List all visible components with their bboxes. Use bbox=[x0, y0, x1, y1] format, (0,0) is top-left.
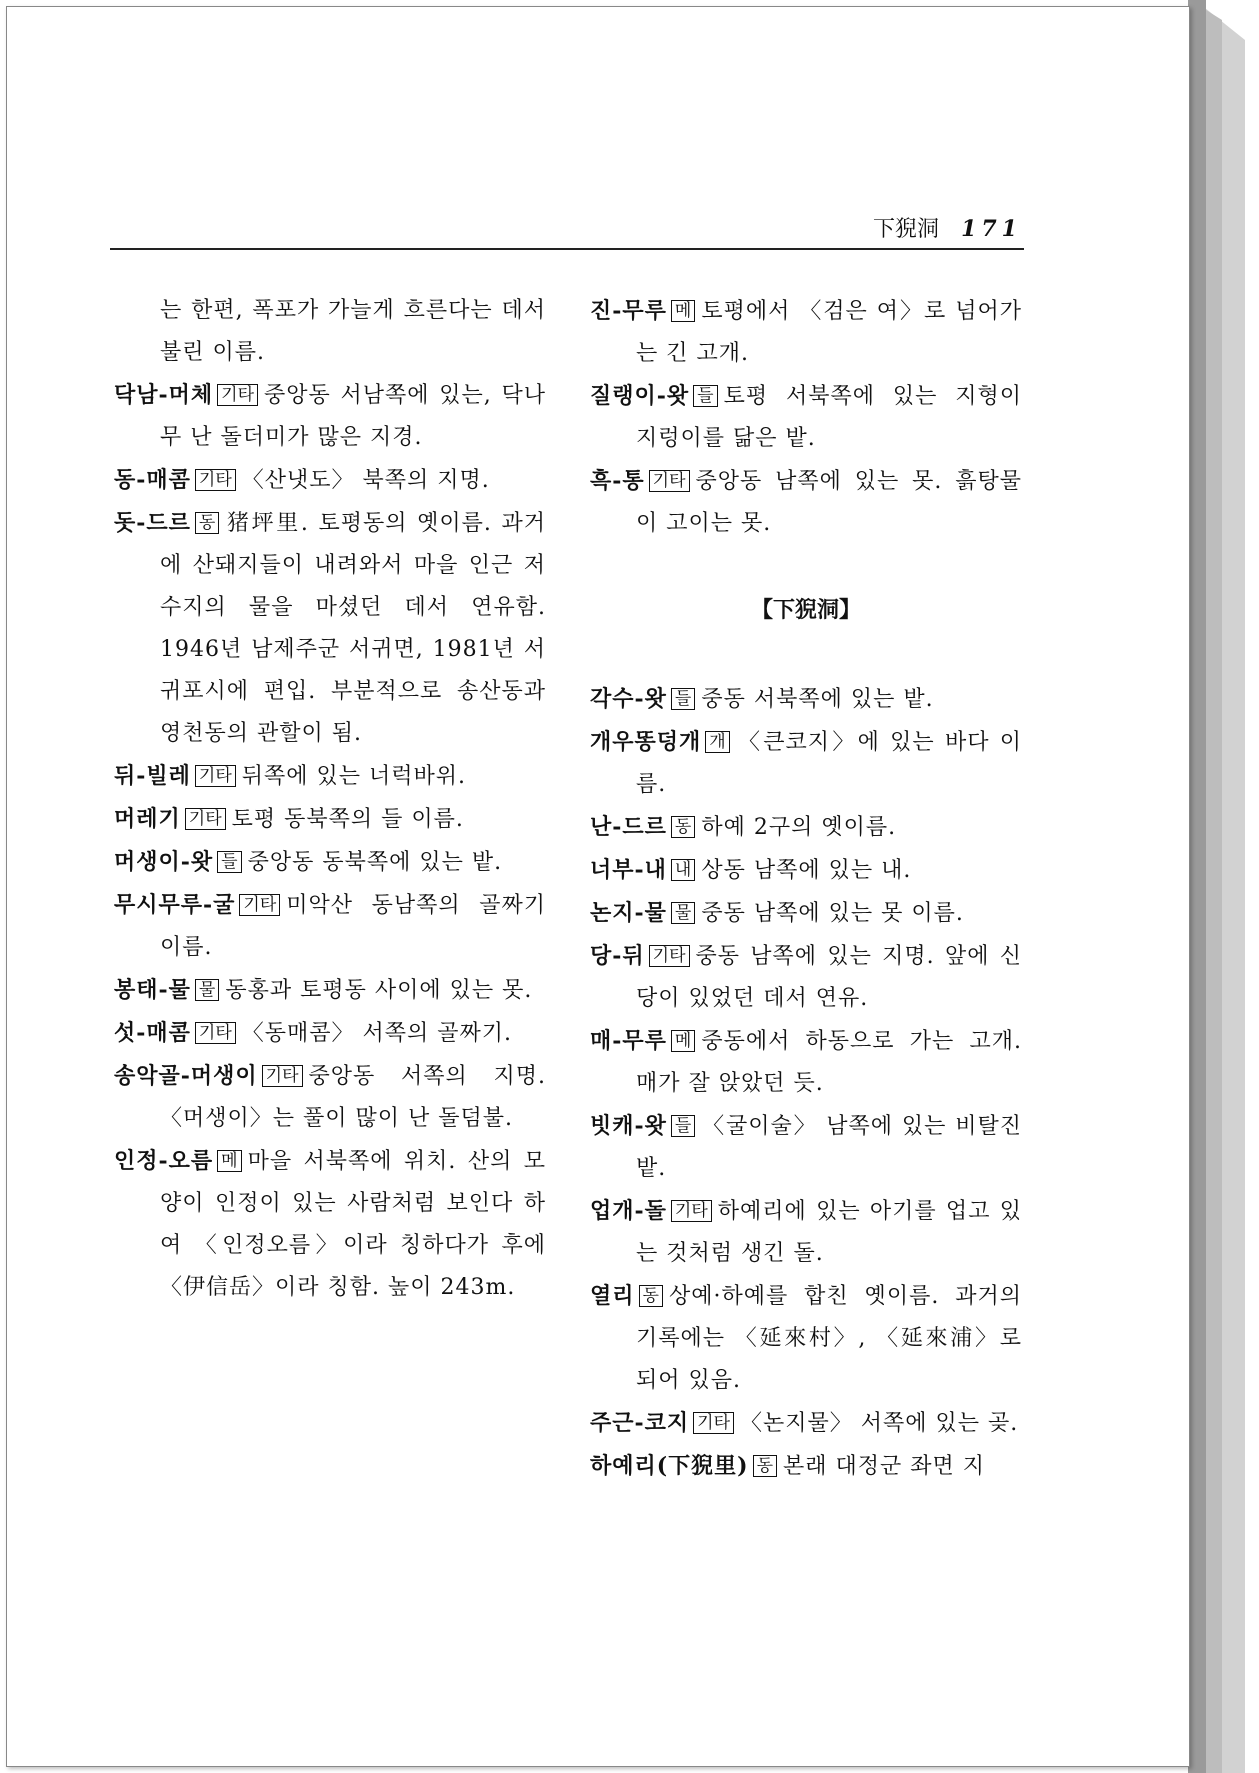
category-tag: 기타 bbox=[195, 765, 236, 787]
header-rule bbox=[110, 248, 1024, 250]
entry: 뒤-빌레 기타 뒤쪽에 있는 너럭바위. bbox=[114, 763, 466, 789]
entry: 주근-코지 기타 〈논지물〉 서쪽에 있는 곶. bbox=[590, 1410, 1019, 1436]
entry: 논지-물 물 중동 남쪽에 있는 못 이름. bbox=[590, 900, 964, 926]
entry: 동-매콤 기타 〈산냇도〉 북쪽의 지명. bbox=[114, 467, 490, 493]
entry: 머생이-왓 들 중앙동 동북쪽에 있는 밭. bbox=[114, 849, 503, 875]
header-title: 下猊洞 bbox=[873, 217, 940, 242]
entry: 질랭이-왓 들 토평 서북쪽에 있는 지형이 지렁이를 닮은 밭. bbox=[590, 383, 1022, 451]
category-tag: 기타 bbox=[671, 1200, 712, 1222]
category-tag: 기타 bbox=[693, 1412, 734, 1434]
entry: 난-드르 동 하예 2구의 옛이름. bbox=[590, 814, 897, 840]
entry: 닥남-머체 기타 중앙동 서남쪽에 있는, 닥나무 난 돌더미가 많은 지경. bbox=[114, 382, 546, 450]
category-tag: 물 bbox=[671, 902, 695, 924]
entry: 진-무루 메 토평에서 〈검은 여〉로 넘어가는 긴 고개. bbox=[590, 298, 1022, 366]
entry: 섯-매콤 기타 〈동매콤〉 서쪽의 골짜기. bbox=[114, 1020, 512, 1046]
category-tag: 동 bbox=[195, 512, 219, 534]
entry: 너부-내 내 상동 남쪽에 있는 내. bbox=[590, 857, 912, 883]
entry: 송악골-머생이 기타 중앙동 서쪽의 지명. 〈머생이〉는 풀이 많이 난 돌덤불. bbox=[114, 1063, 546, 1131]
entry: 당-뒤 기타 중동 남쪽에 있는 지명. 앞에 신당이 있었던 데서 연유. bbox=[590, 943, 1022, 1011]
entry: 업개-돌 기타 하예리에 있는 아기를 업고 있는 것처럼 생긴 돌. bbox=[590, 1198, 1022, 1266]
right-column bbox=[590, 290, 1022, 1488]
category-tag: 내 bbox=[671, 859, 695, 881]
category-tag: 메 bbox=[671, 1030, 695, 1052]
entry: 머레기 기타 토평 동북쪽의 들 이름. bbox=[114, 806, 464, 832]
entry: 빗캐-왓 들 〈굴이술〉 남쪽에 있는 비탈진 밭. bbox=[590, 1113, 1022, 1181]
category-tag: 기타 bbox=[217, 384, 258, 406]
left-column bbox=[114, 290, 546, 1309]
category-tag: 물 bbox=[195, 979, 219, 1001]
section-heading: 【下猊洞】 bbox=[750, 597, 861, 623]
category-tag: 기타 bbox=[195, 469, 236, 491]
category-tag: 동 bbox=[671, 816, 695, 838]
running-header bbox=[112, 212, 1022, 243]
category-tag: 들 bbox=[671, 688, 695, 710]
category-tag: 기타 bbox=[649, 945, 690, 967]
entry-continuation: 는 한편, 폭포가 가늘게 흐른다는 데서 불린 이름. bbox=[160, 298, 546, 365]
category-tag: 개 bbox=[705, 731, 729, 753]
entry: 매-무루 메 중동에서 하동으로 가는 고개. 매가 잘 앉았던 듯. bbox=[590, 1028, 1022, 1096]
entry: 개우똥덩개 개 〈큰코지〉에 있는 바다 이름. bbox=[590, 729, 1022, 797]
entry: 흑-통 기타 중앙동 남쪽에 있는 못. 흙탕물이 고이는 못. bbox=[590, 468, 1022, 536]
entry: 무시무루-굴 기타 미악산 동남쪽의 골짜기 이름. bbox=[114, 892, 546, 960]
entry: 봉태-물 물 동홍과 토평동 사이에 있는 못. bbox=[114, 977, 533, 1003]
page-number: 171 bbox=[961, 216, 1022, 242]
category-tag: 기타 bbox=[185, 808, 226, 830]
category-tag: 기타 bbox=[239, 894, 280, 916]
category-tag: 동 bbox=[753, 1455, 777, 1477]
category-tag: 기타 bbox=[649, 470, 690, 492]
entry: 각수-왓 들 중동 서북쪽에 있는 밭. bbox=[590, 686, 934, 712]
category-tag: 메 bbox=[217, 1150, 241, 1172]
category-tag: 기타 bbox=[195, 1022, 236, 1044]
category-tag: 들 bbox=[693, 385, 717, 407]
category-tag: 메 bbox=[671, 300, 695, 322]
page-stack-edge-front bbox=[1188, 0, 1206, 1773]
entry: 인정-오름 메 마을 서북쪽에 위치. 산의 모양이 인정이 있는 사람처럼 보인다 하여 〈인정오름〉이라 칭하다가 후에 〈伊信岳〉이라 칭함. 높이 243m. bbox=[114, 1148, 546, 1300]
category-tag: 기타 bbox=[262, 1065, 303, 1087]
entry: 열리 동 상예·하예를 합친 옛이름. 과거의 기록에는 〈延來村〉, 〈延來浦〉로 되어 있음. bbox=[590, 1283, 1022, 1393]
category-tag: 들 bbox=[671, 1115, 695, 1137]
category-tag: 동 bbox=[639, 1285, 663, 1307]
entry: 돗-드르 동 猪坪里. 토평동의 옛이름. 과거에 산돼지들이 내려와서 마을 인근 저수지의 물을 마셨던 데서 연유함. 1946년 남제주군 서귀면, 1981년 서귀포시에 편입. 부분적으로 송산동과 영천동의 관할이 됨. bbox=[114, 510, 546, 746]
category-tag: 들 bbox=[217, 851, 241, 873]
entry: 하예리(下猊里) 동 본래 대정군 좌면 지 bbox=[590, 1453, 986, 1479]
